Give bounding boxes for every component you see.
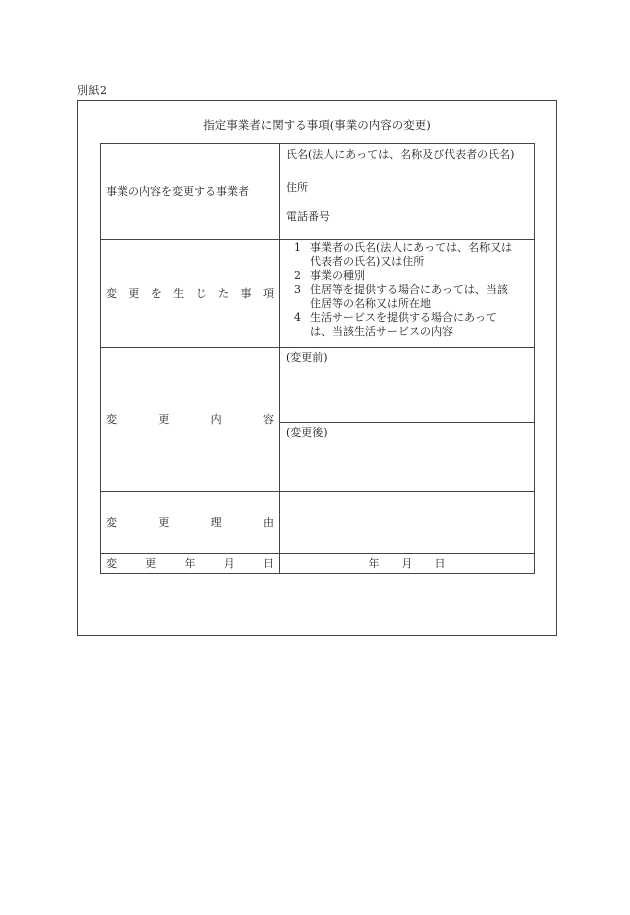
item-number: 3 bbox=[294, 283, 301, 296]
list-item bbox=[286, 311, 528, 339]
label-char: た bbox=[218, 286, 230, 300]
label-char: 事 bbox=[240, 286, 252, 300]
item-text-line: 事業の種別 bbox=[310, 269, 365, 282]
label-char: 日 bbox=[263, 556, 274, 570]
month-marker: 月 bbox=[401, 556, 413, 570]
item-number: 4 bbox=[294, 311, 301, 324]
item-number: 1 bbox=[294, 241, 301, 254]
change-content-label bbox=[106, 413, 274, 427]
item-text-line: 事業者の氏名(法人にあっては、名称又は bbox=[310, 241, 513, 254]
label-char: 更 bbox=[128, 286, 140, 300]
label-char: 由 bbox=[262, 515, 274, 529]
item-text-line: 生活サービスを提供する場合にあって bbox=[310, 311, 497, 324]
form-table bbox=[100, 143, 535, 574]
change-matters-row bbox=[101, 240, 535, 348]
day-marker: 日 bbox=[434, 556, 446, 570]
label-char: 内 bbox=[210, 412, 222, 426]
label-char: 生 bbox=[173, 286, 185, 300]
change-matters-list bbox=[280, 240, 535, 348]
change-after-label: (変更後) bbox=[286, 426, 328, 439]
form-frame bbox=[77, 100, 557, 636]
item-text-line: 代表者の氏名)又は住所 bbox=[310, 255, 425, 268]
item-text-line: 住居等を提供する場合にあっては、当該 bbox=[310, 283, 508, 296]
label-char: 月 bbox=[223, 556, 235, 570]
change-date-label-cell bbox=[101, 554, 280, 574]
form-title: 指定事業者に関する事項(事業の内容の変更) bbox=[203, 118, 431, 132]
change-content-label-cell bbox=[101, 348, 280, 492]
applicant-label: 事業の内容を変更する事業者 bbox=[106, 184, 249, 198]
label-char: 更 bbox=[158, 412, 170, 426]
applicant-row bbox=[101, 144, 535, 240]
change-before-label: (変更前) bbox=[286, 351, 328, 364]
label-char: 理 bbox=[210, 515, 222, 529]
change-matters-label bbox=[106, 287, 274, 301]
label-char: じ bbox=[195, 286, 207, 300]
label-char: 更 bbox=[158, 515, 170, 529]
item-text-line: 住居等の名称又は所在地 bbox=[310, 297, 431, 310]
change-reason-field[interactable] bbox=[280, 492, 535, 554]
address-field-label: 住所 bbox=[286, 181, 308, 194]
label-char: 容 bbox=[262, 412, 274, 426]
phone-field-label: 電話番号 bbox=[286, 210, 330, 223]
change-reason-label-cell bbox=[101, 492, 280, 554]
change-before-row bbox=[101, 348, 535, 423]
list-item bbox=[286, 269, 528, 283]
label-char: 項 bbox=[262, 286, 274, 300]
change-after-field[interactable] bbox=[280, 423, 535, 492]
applicant-label-cell bbox=[101, 144, 280, 240]
attachment-label: 別紙2 bbox=[77, 84, 108, 97]
label-char: 年 bbox=[184, 556, 196, 570]
item-number: 2 bbox=[294, 269, 301, 282]
label-char: 変 bbox=[106, 412, 117, 426]
list-item bbox=[286, 283, 528, 311]
label-char: 更 bbox=[145, 556, 157, 570]
name-field-label: 氏名(法人にあっては、名称及び代表者の氏名) bbox=[286, 148, 515, 161]
change-reason-label bbox=[106, 516, 274, 530]
change-date-row bbox=[101, 554, 535, 574]
label-char: を bbox=[150, 286, 162, 300]
label-char: 変 bbox=[106, 515, 117, 529]
change-before-field[interactable] bbox=[280, 348, 535, 423]
list-item bbox=[286, 241, 528, 269]
year-marker: 年 bbox=[368, 556, 380, 570]
item-text-line: は、当該生活サービスの内容 bbox=[310, 325, 453, 338]
change-matters-label-cell bbox=[101, 240, 280, 348]
label-char: 変 bbox=[106, 286, 117, 300]
change-date-field[interactable] bbox=[280, 554, 535, 574]
change-date-label bbox=[106, 557, 274, 571]
applicant-value-cell[interactable] bbox=[280, 144, 535, 240]
change-reason-row bbox=[101, 492, 535, 554]
label-char: 変 bbox=[106, 556, 117, 570]
